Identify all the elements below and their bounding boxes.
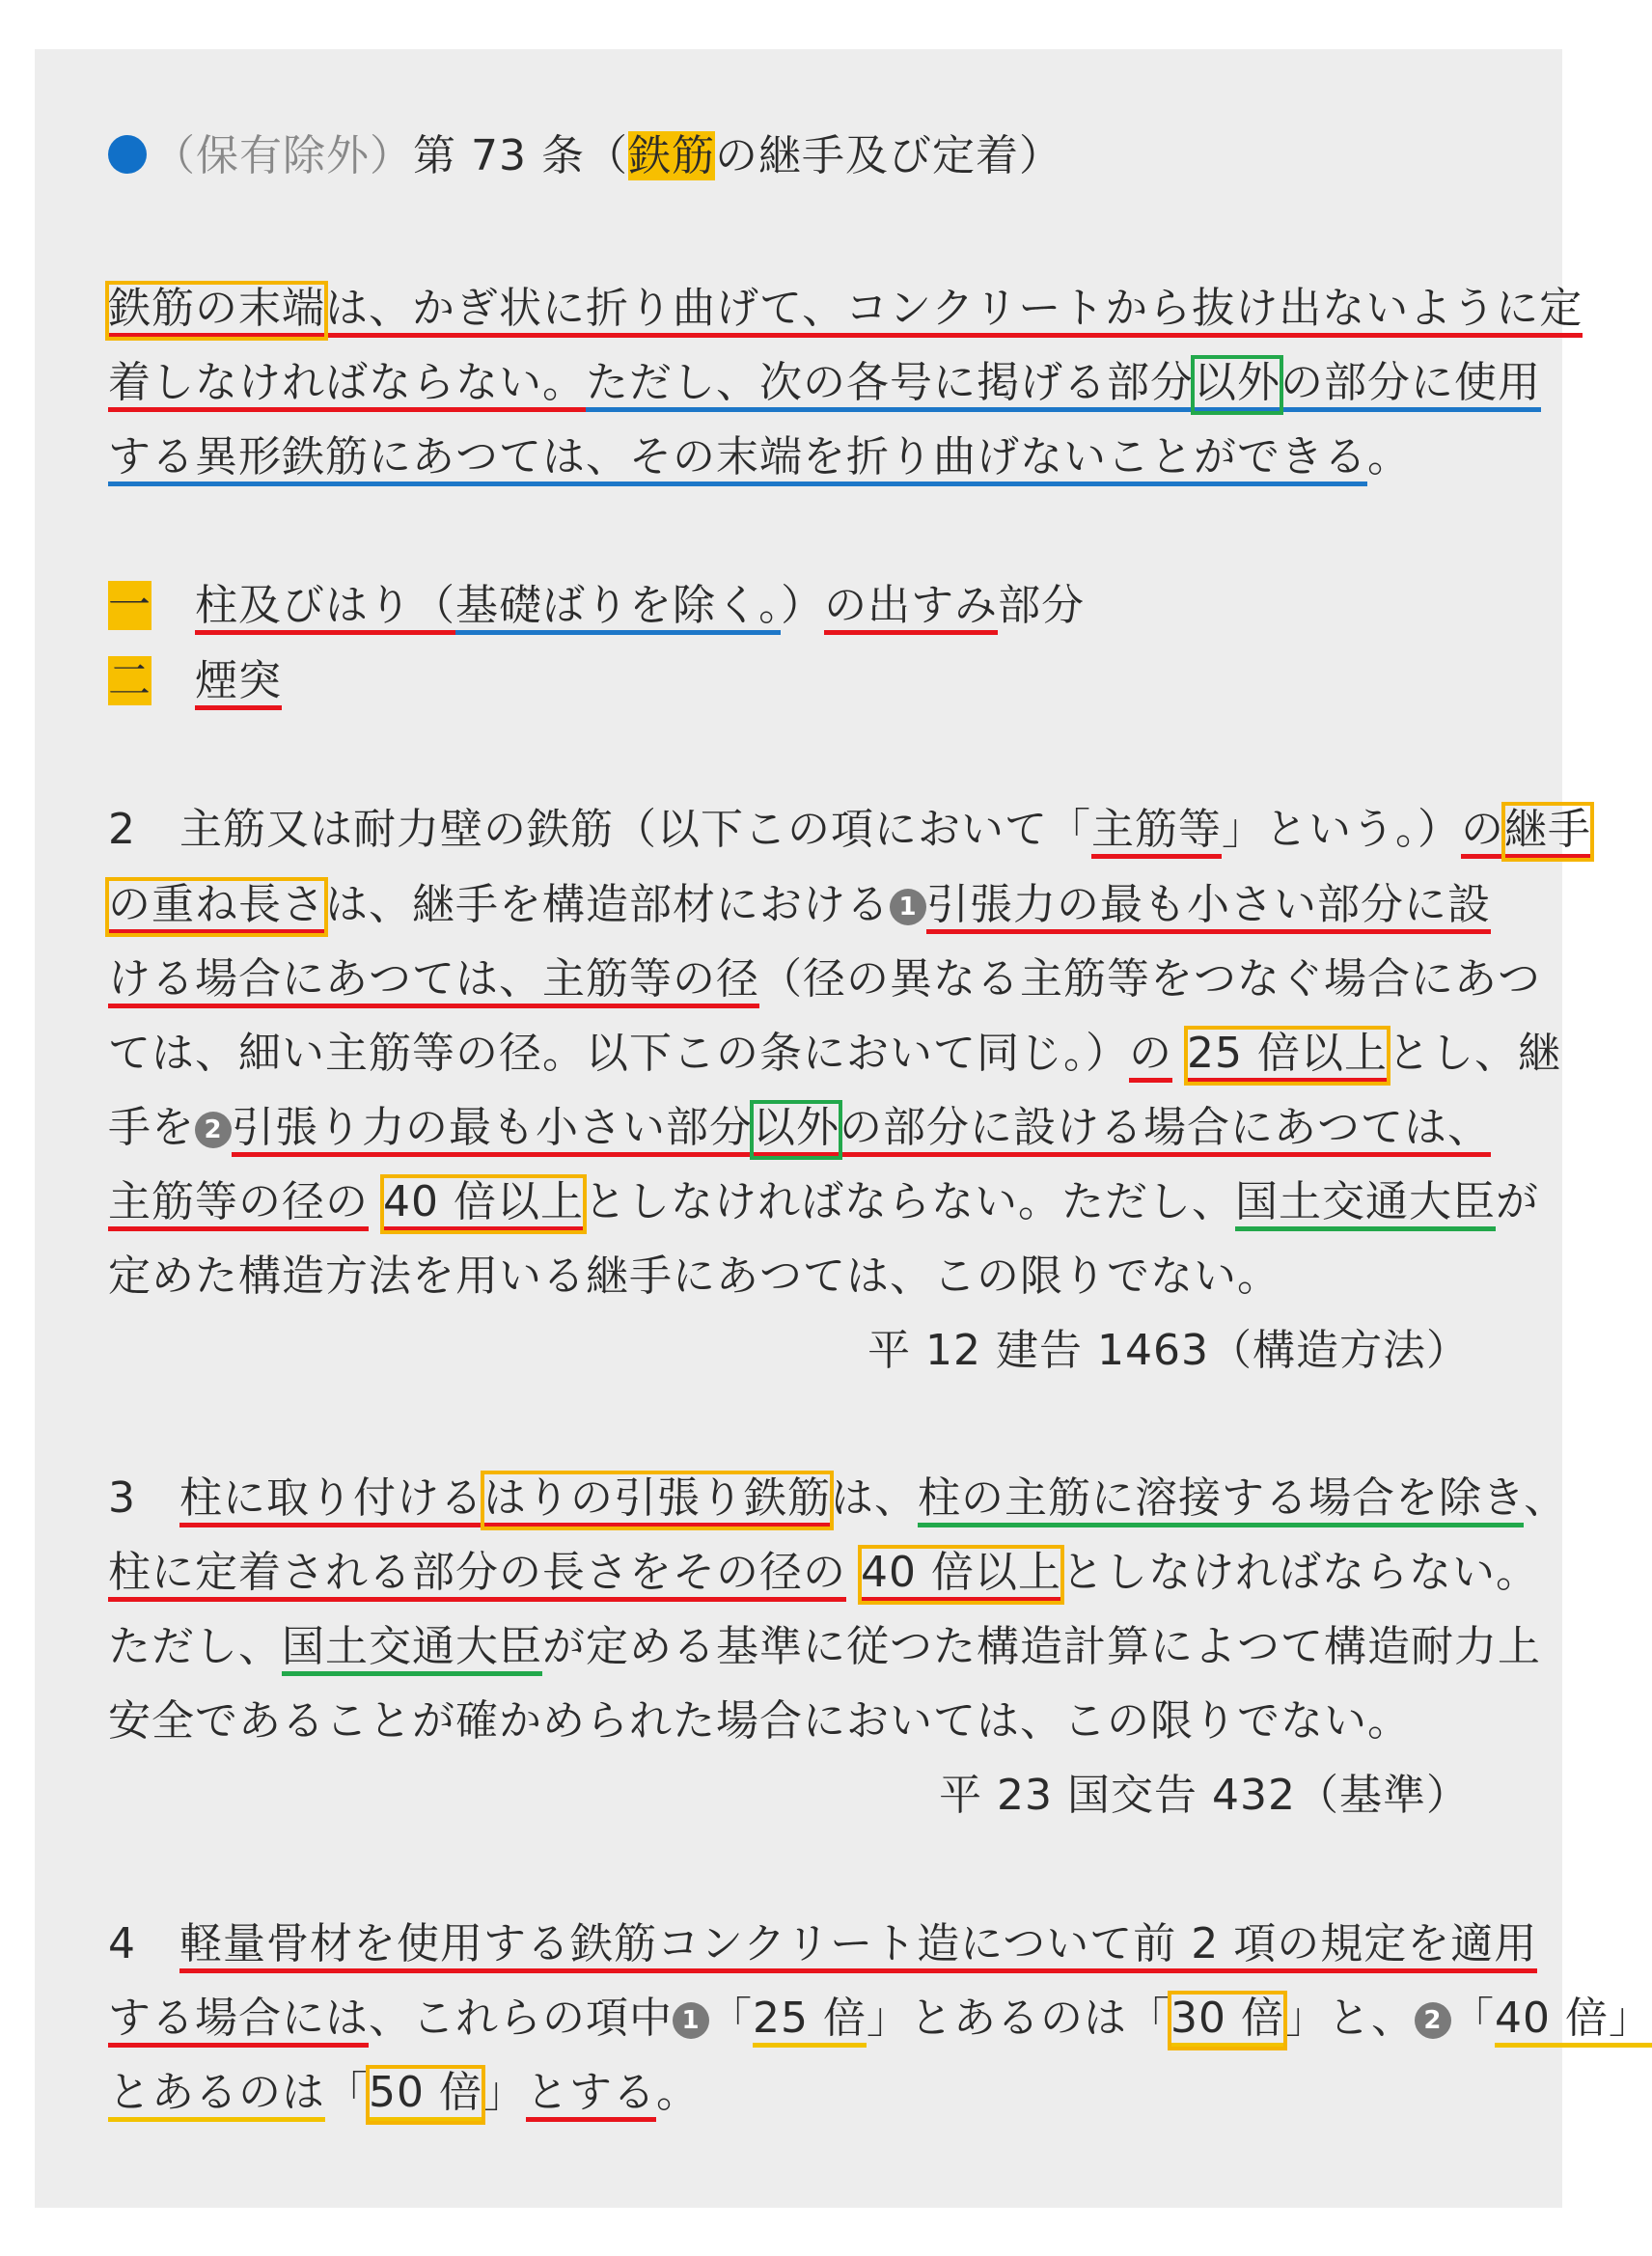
item-1: [108, 577, 1085, 635]
para3-line1: [108, 1470, 1567, 1527]
plain-text: 。: [655, 2068, 700, 2117]
exception-term: 以外: [753, 1103, 840, 1157]
para2-line5: [108, 1099, 1491, 1157]
key-value: 40 倍以上: [383, 1177, 584, 1231]
plain-text: 」とあるのは「: [866, 1994, 1170, 2043]
plain-text: が定める基準に従つた構造計算によつて構造耐力上: [542, 1622, 1541, 1671]
underlined-text: 柱に取り付ける: [179, 1473, 483, 1527]
para1-line1: [108, 280, 1583, 338]
underlined-text: 主筋等: [1091, 805, 1222, 859]
para2-line7: [108, 1248, 1280, 1306]
para2-line1: [108, 801, 1591, 859]
underlined-text: の部分に設ける場合にあつては、: [840, 1103, 1491, 1157]
plain-text: 「: [709, 1994, 753, 2043]
para1-line2: [108, 354, 1541, 412]
para2-reference: 平 12 建告 1463（構造方法）: [867, 1326, 1470, 1375]
para3-reference: 平 23 国交告 432（基準）: [939, 1771, 1470, 1820]
para2-line2: [108, 876, 1491, 934]
heading-article: 第 73 条（: [413, 131, 628, 180]
underlined-text: の: [1129, 1029, 1172, 1083]
plain-text: 「: [325, 2068, 369, 2117]
underlined-text: 煙突: [195, 656, 282, 710]
plain-text: 手を: [108, 1103, 195, 1152]
plain-text: 4: [108, 1919, 179, 1968]
para2-line4: [108, 1025, 1561, 1083]
para3-line4: [108, 1692, 1411, 1750]
heading-topic-highlight: 鉄筋: [627, 131, 715, 180]
plain-text: 、: [1524, 1473, 1568, 1523]
para2-line3: [108, 950, 1541, 1008]
plain-text: が: [1495, 1177, 1539, 1226]
underlined-text: とする: [526, 2068, 656, 2122]
underlined-text: の: [1461, 805, 1504, 859]
plain-text: 。: [1367, 432, 1411, 481]
key-term: の重ね長さ: [108, 880, 325, 934]
heading-rest: の継手及び定着）: [714, 131, 1062, 180]
para4-line2: [108, 1990, 1652, 2048]
heading-prefix: （保有除外）: [152, 131, 413, 180]
plain-text: 安全であることが確かめられた場合においては、この限りでない。: [108, 1696, 1411, 1746]
key-value: 30 倍: [1170, 1994, 1284, 2048]
bullet-dot-icon: [108, 135, 147, 174]
plain-text: ）: [781, 581, 825, 630]
key-value: 50 倍: [369, 2068, 482, 2122]
underlined-text: の部分に使用: [1280, 358, 1541, 412]
underlined-text: ただし、次の各号に掲げる部分: [586, 358, 1194, 412]
key-term: 継手: [1504, 805, 1591, 859]
authority-term: 国土交通大臣: [1235, 1177, 1496, 1231]
underlined-text: は、かぎ状に折り曲げて、コンクリートから抜け出ないように定: [325, 284, 1583, 338]
underlined-text: 基礎ばりを除く。: [455, 581, 781, 635]
underlined-text: する異形鉄筋にあつては、その末端を折り曲げないことができる: [108, 432, 1367, 486]
circled-number-1-icon: 1: [673, 2002, 709, 2039]
underlined-text: 柱に定着される部分の長さをその径の: [108, 1548, 846, 1602]
key-term: はりの引張り鉄筋: [483, 1473, 831, 1527]
plain-text: としなければならない。: [1060, 1548, 1539, 1597]
plain-text: 部分: [998, 581, 1086, 630]
circled-number-2-icon: 2: [1415, 2002, 1451, 2039]
item-2: [108, 652, 282, 710]
plain-text: としなければならない。ただし、: [583, 1177, 1235, 1226]
authority-term: 国土交通大臣: [282, 1622, 542, 1676]
underlined-text: 引張力の最も小さい部分に設: [926, 880, 1491, 934]
underlined-text: 軽量骨材を使用する鉄筋コンクリート造について前 2 項の規定を適用: [179, 1919, 1537, 1973]
underlined-text: 着しなければならない。: [108, 358, 586, 412]
para3-line3: [108, 1618, 1541, 1676]
plain-text: は、継手を構造部材における: [325, 880, 890, 929]
underlined-text: 主筋等の径の: [108, 1177, 369, 1231]
underlined-text: 40 倍: [1495, 1994, 1609, 2048]
underlined-text: する場合には: [108, 1994, 369, 2048]
item-number: 一: [108, 581, 151, 630]
plain-text: は、: [831, 1473, 918, 1523]
underlined-text: 」: [1609, 1994, 1652, 2048]
underlined-text: ける場合にあつては、主筋等の径: [108, 954, 759, 1008]
underlined-text: とあるのは: [108, 2068, 325, 2122]
plain-text: 3: [108, 1473, 179, 1523]
key-value: 25 倍以上: [1187, 1029, 1388, 1083]
underlined-text: の出すみ: [824, 581, 998, 635]
exception-term: 以外: [1194, 358, 1280, 412]
underlined-text: 引張り力の最も小さい部分: [232, 1103, 753, 1157]
plain-text: （径の異なる主筋等をつなぐ場合にあつ: [759, 954, 1541, 1004]
circled-number-1-icon: 1: [890, 889, 926, 925]
plain-text: 」と、: [1283, 1994, 1415, 2043]
para4-line1: [108, 1915, 1537, 1973]
key-term: 鉄筋の末端: [108, 284, 325, 338]
para4-line3: [108, 2064, 700, 2122]
plain-text: 2 主筋又は耐力壁の鉄筋（以下この項において「: [108, 805, 1091, 854]
para3-line2: [108, 1544, 1539, 1602]
plain-text: ただし、: [108, 1622, 282, 1671]
article-heading: [108, 127, 1062, 185]
item-number: 二: [108, 656, 151, 705]
plain-text: 、これらの項中: [369, 1994, 673, 2043]
plain-text: 」という。）: [1222, 805, 1461, 854]
underlined-text: 柱の主筋に溶接する場合を除き: [918, 1473, 1524, 1527]
para2-line6: [108, 1173, 1539, 1231]
underlined-text: 25 倍: [753, 1994, 867, 2048]
plain-text: ては、細い主筋等の径。以下この条において同じ。）: [108, 1029, 1129, 1078]
plain-text: 「: [1450, 1994, 1495, 2043]
plain-text: 定めた構造方法を用いる継手にあつては、この限りでない。: [108, 1252, 1280, 1301]
key-value: 40 倍以上: [861, 1548, 1061, 1602]
plain-text: 」: [482, 2068, 526, 2117]
para1-line3: [108, 428, 1411, 486]
underlined-text: 柱及びはり（: [195, 581, 455, 635]
plain-text: とし、継: [1387, 1029, 1561, 1078]
circled-number-2-icon: 2: [195, 1112, 232, 1148]
